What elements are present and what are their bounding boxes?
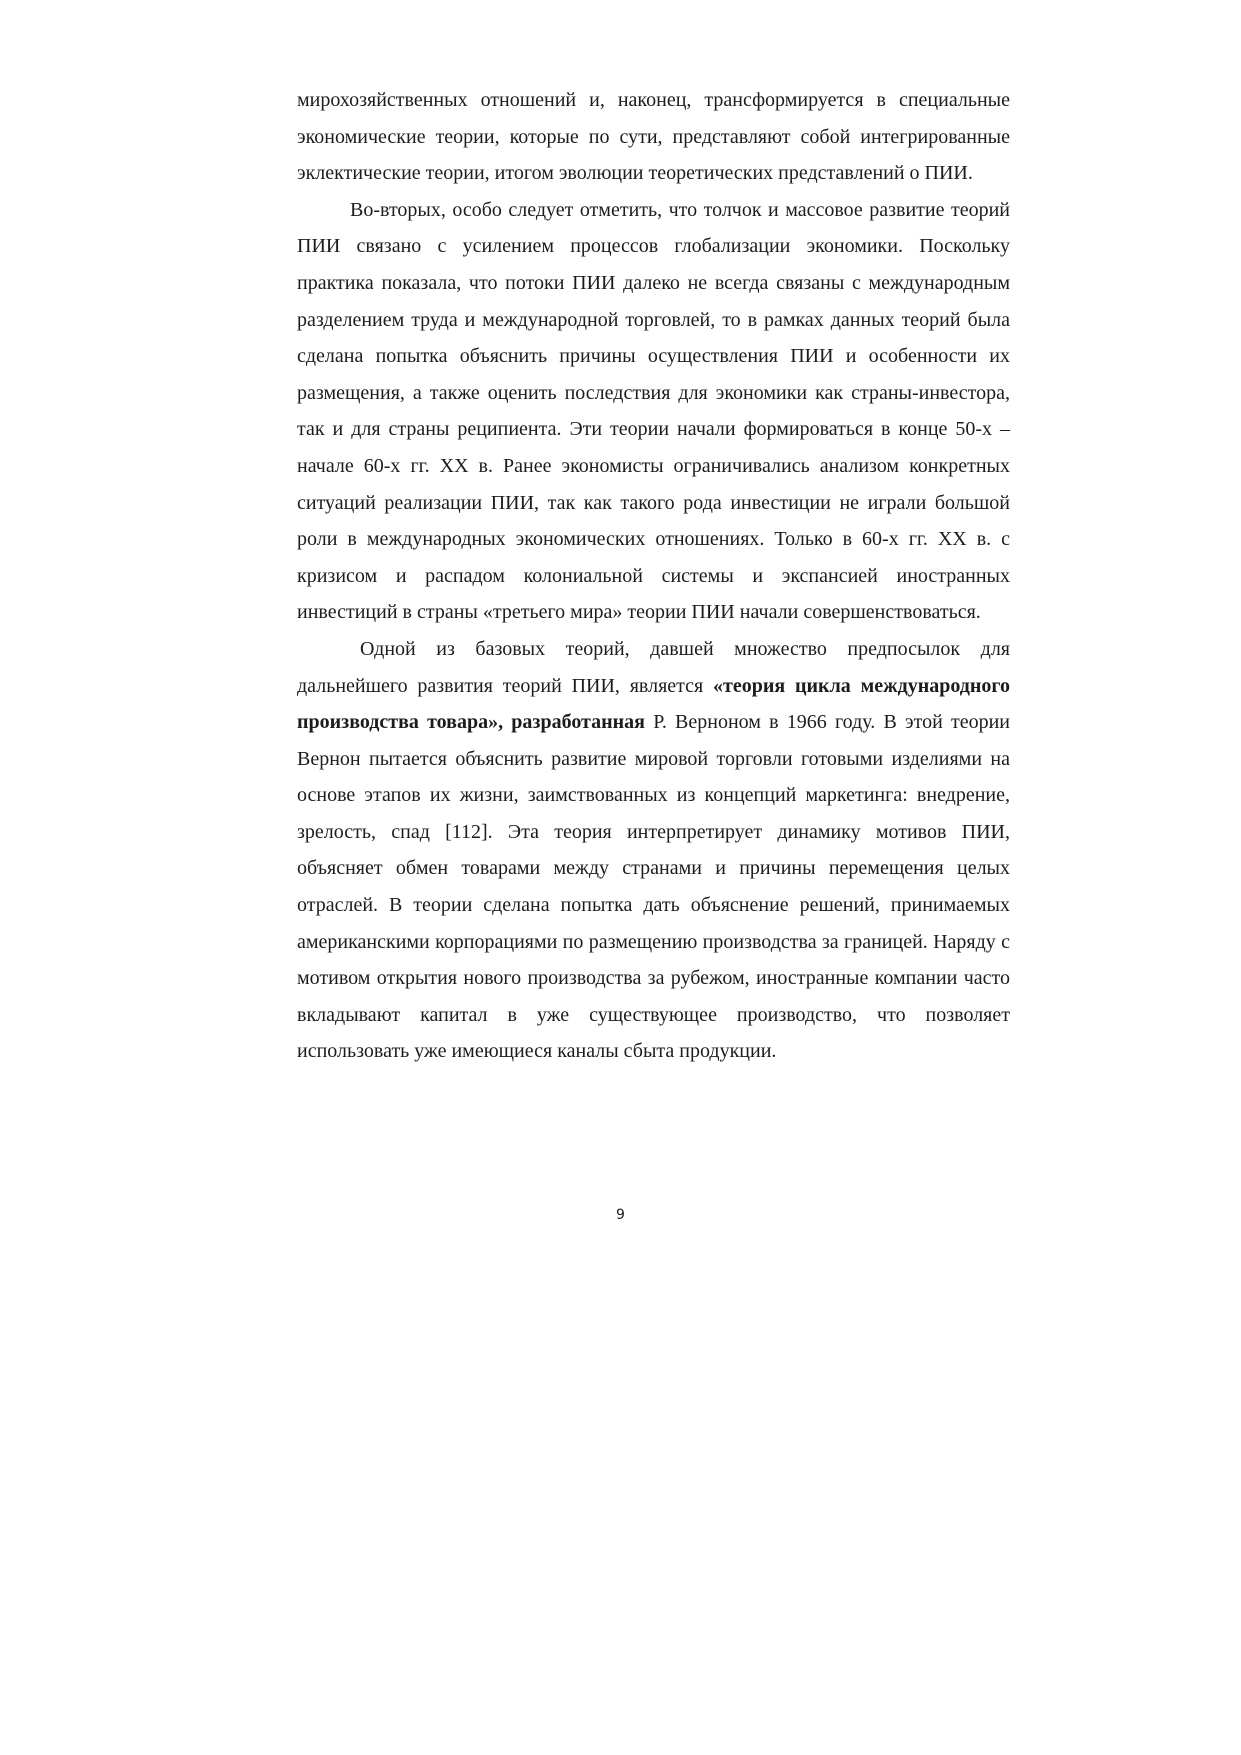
body-text bbox=[297, 82, 1010, 1070]
paragraph-vernon-rest: Р. Верноном в 1966 году. В этой теории Вернон пытается объяснить развитие мировой торговли готовыми изделиями на основе этапов их жизни, заимствованных из концепций маркетинга: внедрение, зрелость, спад [112]. Эта теория интерпретирует динамику мотивов ПИИ, объясняет обмен товарами между странами и причины перемещения целых отраслей. В теории сделана попытка дать объяснение решений, принимаемых американскими корпорациями по размещению производства за границей. Наряду с мотивом открытия нового производства за рубежом, иностранные компании часто вкладывают капитал в уже существующее производство, что позволяет использовать уже имеющиеся каналы сбыта продукции. bbox=[297, 711, 1010, 1063]
page-number: 9 bbox=[616, 1207, 625, 1223]
paragraph-secondly: Во-вторых, особо следует отметить, что толчок и массовое развитие теорий ПИИ связано с усилением процессов глобализации экономики. Поскольку практика показала, что потоки ПИИ далеко не всегда связаны с международным разделением труда и международной торговлей, то в рамках данных теорий была сделана попытка объяснить причины осуществления ПИИ и особенности их размещения, а также оценить последствия для экономики как страны-инвестора, так и для страны реципиента. Эти теории начали формироваться в конце 50-х – начале 60-х гг. XX в. Ранее экономисты ограничивались анализом конкретных ситуаций реализации ПИИ, так как такого рода инвестиции не играли большой роли в международных экономических отношениях. Только в 60-х гг. XX в. с кризисом и распадом колониальной системы и экспансией иностранных инвестиций в страны «третьего мира» теории ПИИ начали совершенствоваться. bbox=[297, 198, 1010, 624]
paragraph-vernon-theory bbox=[297, 631, 1010, 1070]
paragraph-continuation: мирохозяйственных отношений и, наконец, трансформируется в специальные экономические теории, которые по сути, представляют собой интегрированные эклектические теории, итогом эволюции теоретических представлений о ПИИ. bbox=[297, 89, 1010, 185]
paragraph-vernon-intro: Одной из базовых теорий, давшей множество предпосылок для дальнейшего развития теорий ПИИ, является bbox=[297, 637, 1010, 697]
theory-name-bold: «теория цикла международного производства товара», разработанная bbox=[297, 674, 1011, 734]
